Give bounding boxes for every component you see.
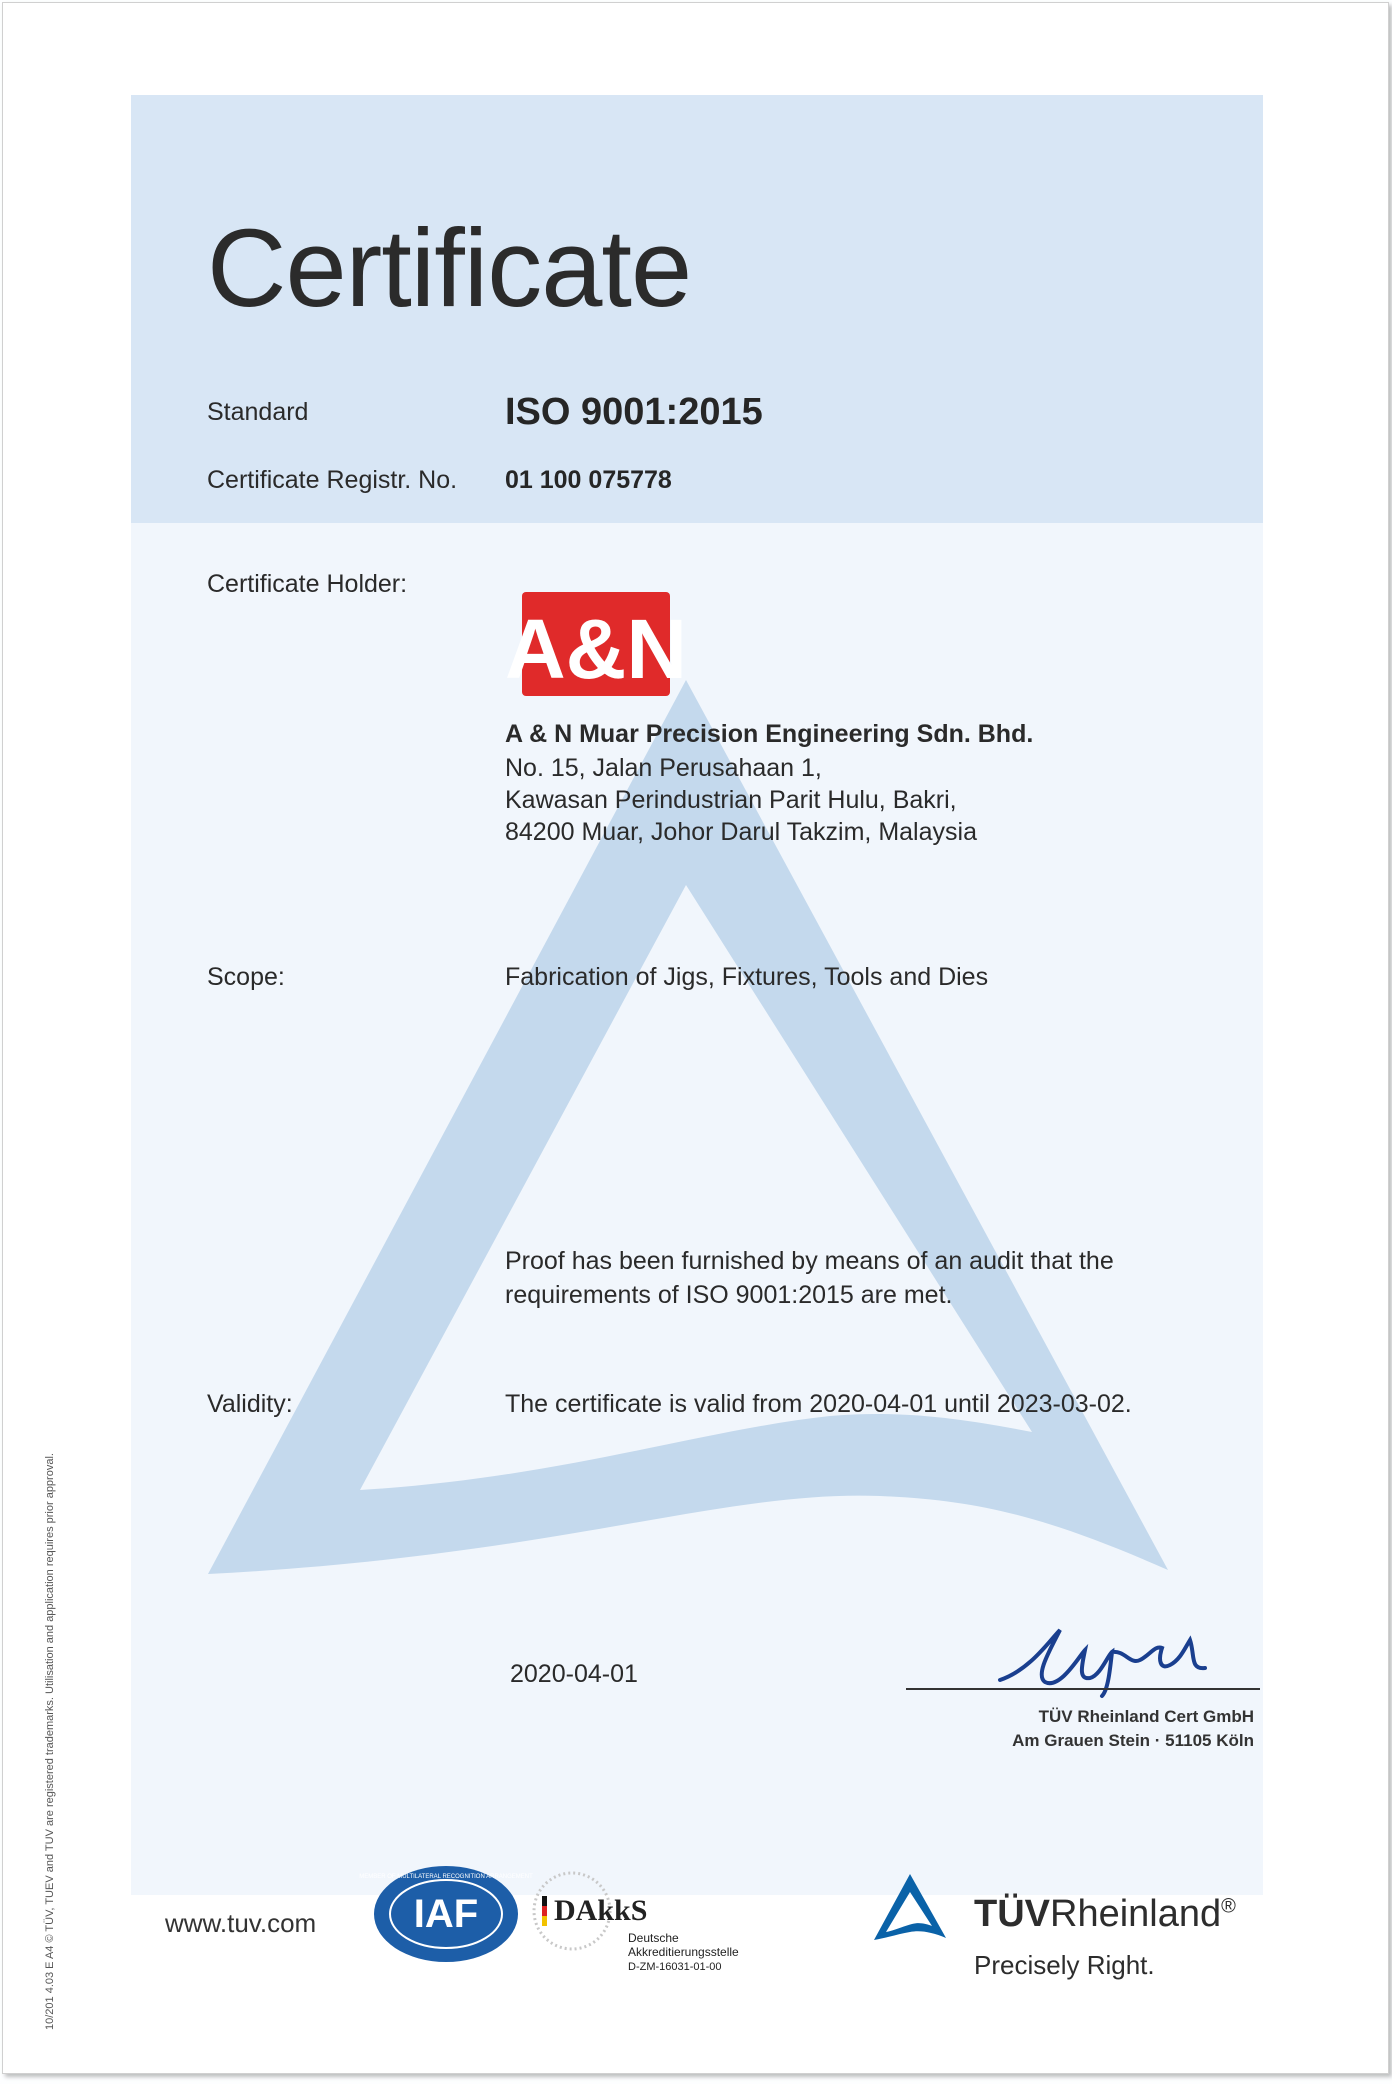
dakks-line-3: D-ZM-16031-01-00 [628, 1961, 722, 1973]
registration-value: 01 100 075778 [505, 466, 672, 494]
iaf-logo-text: IAF [413, 1892, 479, 1936]
iaf-logo-icon [359, 1864, 533, 1964]
brand-regular: Rheinland [1050, 1893, 1222, 1935]
holder-address-line-3: 84200 Muar, Johor Darul Takzim, Malaysia [505, 818, 977, 846]
holder-logo-text: A&N [505, 602, 687, 696]
proof-line-2: requirements of ISO 9001:2015 are met. [505, 1281, 953, 1309]
brand-wordmark [974, 1893, 1236, 1936]
proof-line-1: Proof has been furnished by means of an audit that the [505, 1247, 1114, 1275]
dakks-line-1: Deutsche [628, 1931, 679, 1945]
dakks-logo-icon [532, 1866, 782, 1976]
brand-registered: ® [1221, 1895, 1236, 1918]
brand-bold: TÜV [974, 1893, 1050, 1935]
certificate-title: Certificate [207, 207, 692, 330]
side-trademark-note: 10/201 4.03 E A4 © TÜV, TUEV and TUV are registered trademarks. Utilisation and application requires prior approval. [44, 1453, 56, 2030]
dakks-line-2: Akkreditierungsstelle [628, 1945, 739, 1959]
validity-label: Validity: [207, 1390, 293, 1418]
scope-label: Scope: [207, 963, 285, 991]
issue-date: 2020-04-01 [510, 1660, 638, 1688]
dakks-label: DAkkS [554, 1894, 648, 1927]
signature-line [906, 1688, 1260, 1690]
tuv-triangle-icon [872, 1872, 948, 1942]
signature-icon [990, 1610, 1220, 1700]
website-link[interactable]: www.tuv.com [165, 1908, 317, 1938]
standard-value: ISO 9001:2015 [505, 391, 763, 433]
iaf-ring-text: MEMBER OF MULTILATERAL RECOGNITION ARRANGEMENT [359, 1874, 533, 1880]
issuer-name: TÜV Rheinland Cert GmbH [1038, 1707, 1254, 1726]
standard-label: Standard [207, 398, 309, 426]
registration-label: Certificate Registr. No. [207, 466, 458, 494]
validity-value: The certificate is valid from 2020-04-01 until 2023-03-02. [505, 1390, 1132, 1418]
holder-address-line-2: Kawasan Perindustrian Parit Hulu, Bakri, [505, 786, 957, 814]
holder-name: A & N Muar Precision Engineering Sdn. Bhd. [505, 720, 1034, 748]
issuer-address: Am Grauen Stein · 51105 Köln [1012, 1731, 1254, 1750]
holder-address-line-1: No. 15, Jalan Perusahaan 1, [505, 754, 822, 782]
brand-tagline: Precisely Right. [974, 1950, 1155, 1980]
holder-logo-icon [505, 592, 687, 696]
holder-label: Certificate Holder: [207, 570, 408, 598]
scope-value: Fabrication of Jigs, Fixtures, Tools and Dies [505, 963, 989, 991]
